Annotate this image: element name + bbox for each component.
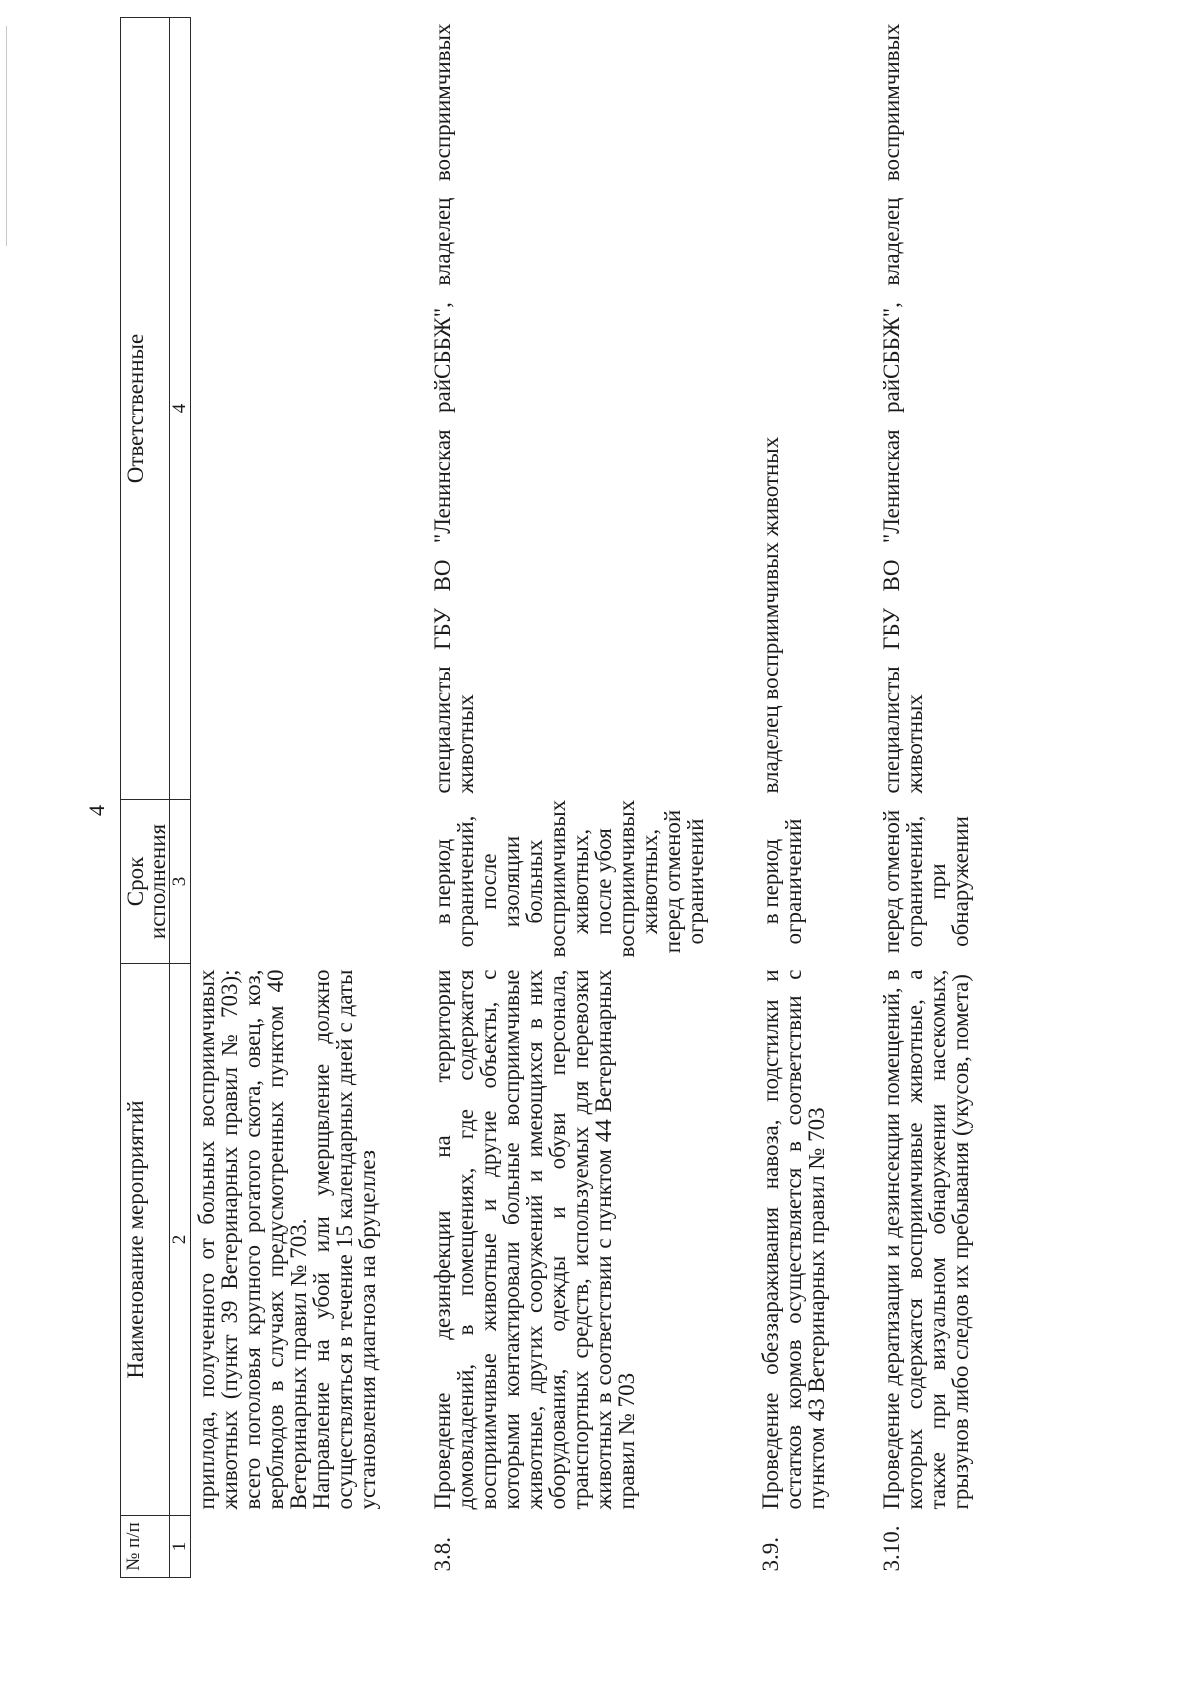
row-name	[191, 964, 416, 1516]
table-row	[415, 18, 743, 1578]
row-num	[191, 1516, 416, 1578]
row-num: 3.10.	[879, 1525, 904, 1572]
row-name-part: приплода, полученного от больных восприимчивых животных (пункт 39 Ветеринарных правил № 703); всего поголовья крупного рогатого скота, овец, коз, верблюдов в случаях предусмотренных пунктом 40 Ветеринарных правил № 703.	[194, 969, 311, 1510]
header-responsible: Ответственные	[121, 18, 170, 800]
row-deadline: перед отменой ограничений, при обнаружении	[879, 809, 973, 954]
row-name-part: Проведение дезинфекции на территории домовладений, в помещениях, где содержатся восприимчивые животные и другие объекты, с которыми контактировали больные восприимчивые животные, других сооружений и имеющихся в них оборудования, одежды и обуви персонала, транспортных средств, используемых для перевозки животных в соответствии с пунктом 44 Ветеринарных правил № 703	[430, 969, 639, 1510]
row-deadline: в период ограничений, после изоляции больных восприимчивых животных, после убоя восприимчивых животных, перед отменой ограничений	[430, 799, 708, 958]
row-name-part: Проведение обеззараживания навоза, подстилки и остатков кормов осуществляется в соответствии с пунктом 43 Ветеринарных правил № 703	[758, 969, 829, 1510]
row-responsible: специалисты ГБУ ВО "Ленинская райСББЖ", владелец восприимчивых животных	[879, 23, 927, 794]
table-row	[191, 18, 416, 1578]
header-num: № п/п	[121, 1516, 170, 1578]
row-responsible	[191, 18, 416, 800]
column-number-row	[170, 18, 191, 1578]
page-number: 4	[84, 805, 109, 816]
header-name: Наименование мероприятий	[121, 964, 170, 1516]
table-row	[864, 18, 1008, 1578]
row-name	[415, 964, 743, 1516]
column-number: 3	[170, 800, 191, 964]
row-deadline: в период ограничений	[758, 818, 806, 945]
column-number: 4	[170, 18, 191, 800]
row-name-part: Проведение дератизации и дезинсекции помещений, в которых содержатся восприимчивые животные, а также при визуальном обнаружении насекомых, грызунов либо следов их пребывания (укусов, помета)	[879, 969, 973, 1510]
row-num: 3.8.	[430, 1537, 455, 1572]
row-name-part: Направление на убой или умерщвление должно осуществляться в течение 15 календарных дней с даты установления диагноза на бруцеллез	[309, 969, 380, 1510]
column-number: 2	[170, 964, 191, 1516]
header-deadline: Срок исполнения	[121, 800, 170, 964]
row-name	[743, 964, 864, 1516]
row-name	[864, 964, 1008, 1516]
scan-edge-mark	[6, 26, 7, 246]
row-deadline	[191, 800, 416, 964]
row-responsible: специалисты ГБУ ВО "Ленинская райСББЖ", владелец восприимчивых животных	[430, 23, 478, 794]
row-num: 3.9.	[758, 1537, 783, 1572]
table-row	[743, 18, 864, 1578]
table-header-row	[121, 18, 170, 1578]
measures-table	[120, 17, 1008, 1578]
column-number: 1	[170, 1516, 191, 1578]
row-responsible: владелец восприимчивых животных	[758, 436, 783, 794]
